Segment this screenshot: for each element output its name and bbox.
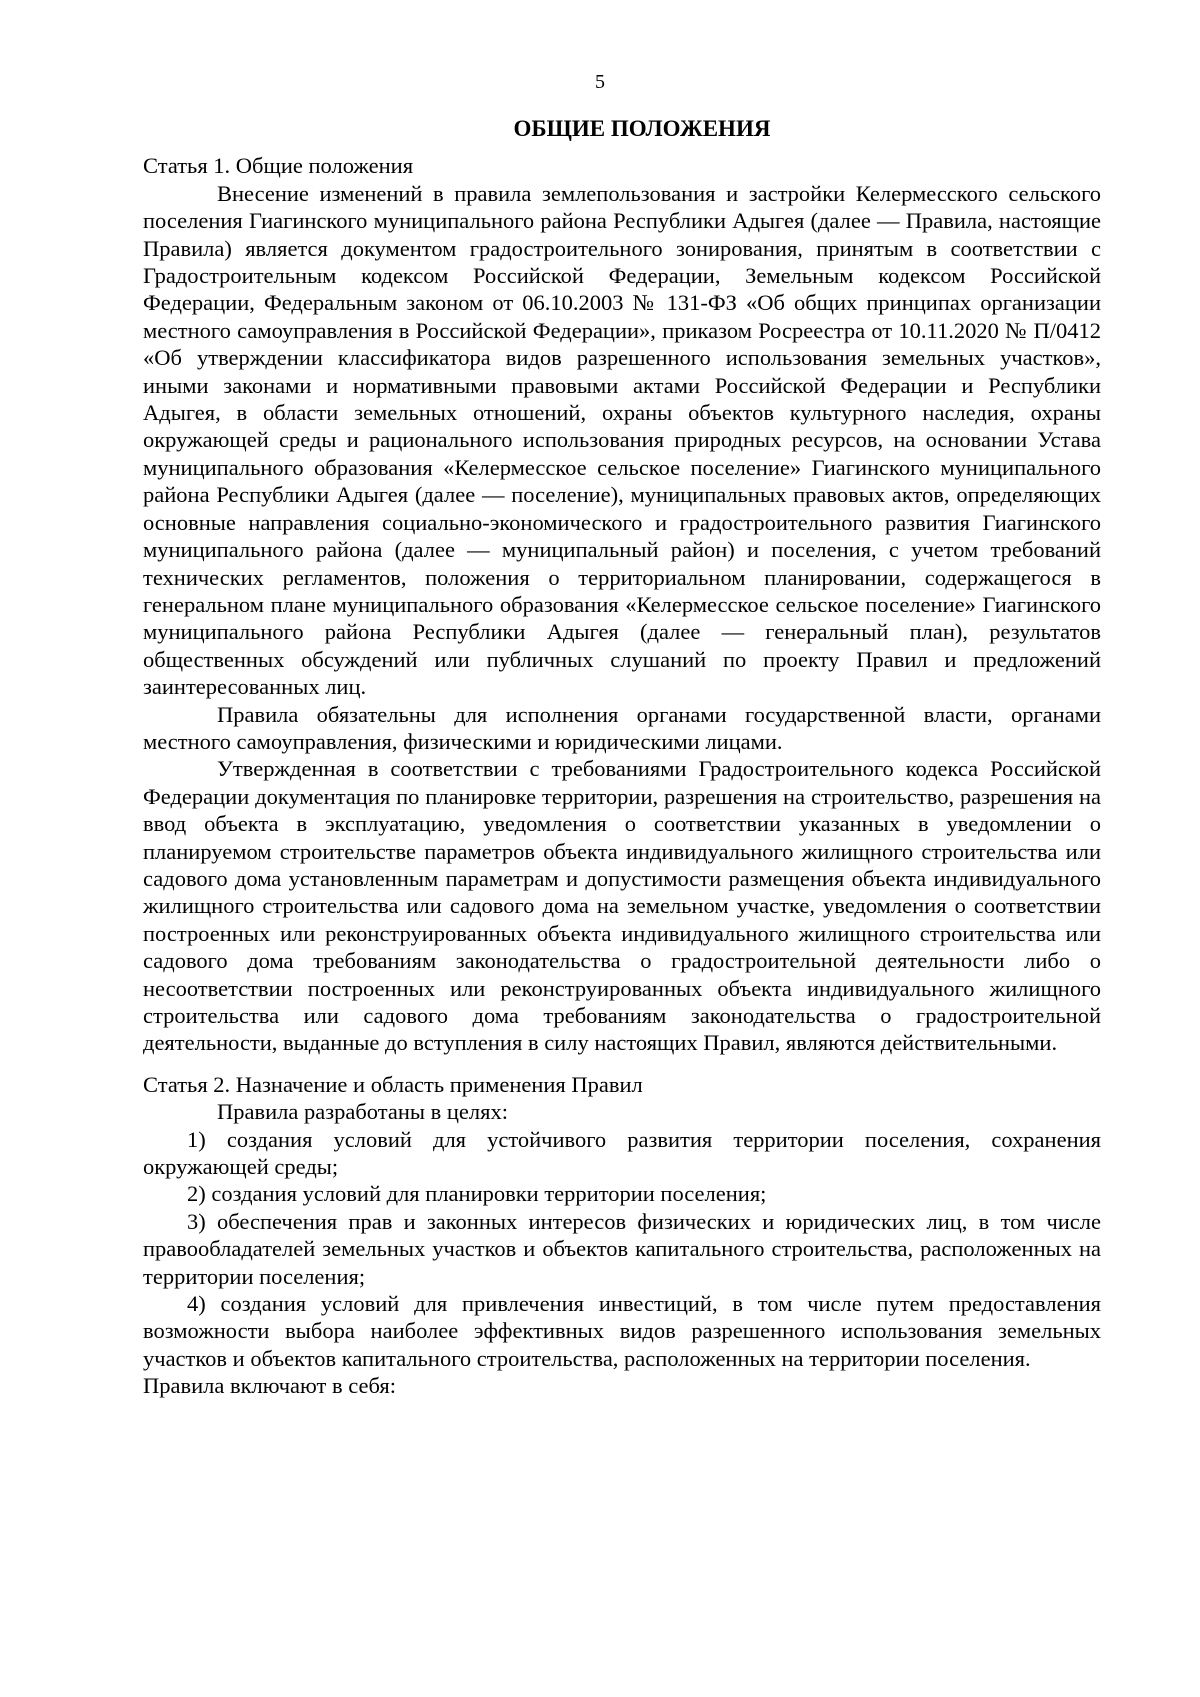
page-number: 5 bbox=[595, 71, 605, 93]
article-2-list-item: 1) создания условий для устойчивого развития территории поселения, сохранения окружающей среды; bbox=[143, 1126, 1101, 1180]
article-2-list-item: 2) создания условий для планировки территории поселения; bbox=[187, 1181, 767, 1207]
article-2-closing: Правила включают в себя: bbox=[143, 1373, 396, 1399]
document-body bbox=[143, 115, 1101, 1400]
section-heading: ОБЩИЕ ПОЛОЖЕНИЯ bbox=[513, 116, 771, 141]
article-2-intro: Правила разработаны в целях: bbox=[217, 1099, 508, 1125]
article-1-paragraph: Внесение изменений в правила землепользования и застройки Келермесского сельского поселения Гиагинского муниципального района Республики Адыгея (далее — Правила, настоящие Правила) является документом градостроительного зонирования, принятым в соответствии с Градостроительным кодексом Российской Федерации, Земельным кодексом Российской Федерации, Федеральным законом от 06.10.2003 № 131-ФЗ «Об общих принципах организации местного самоуправления в Российской Федерации», приказом Росреестра от 10.11.2020 № П/0412 «Об утверждении классификатора видов разрешенного использования земельных участков», иными законами и нормативными правовыми актами Российской Федерации и Республики Адыгея, в области земельных отношений, охраны объектов культурного наследия, охраны окружающей среды и рационального использования природных ресурсов, на основании Устава муниципального образования «Келермесское сельское поселение» Гиагинского муниципального района Республики Адыгея (далее — поселение), муниципальных правовых актов, определяющих основные направления социально-экономического и градостроительного развития Гиагинского муниципального района (далее — муниципальный район) и поселения, с учетом требований технических регламентов, положения о территориальном планировании, содержащегося в генеральном плане муниципального образования «Келермесское сельское поселение» Гиагинского муниципального района Республики Адыгея (далее — генеральный план), результатов общественных обсуждений или публичных слушаний по проекту Правил и предложений заинтересованных лиц. bbox=[143, 180, 1101, 700]
article-1-title: Статья 1. Общие положения bbox=[143, 153, 414, 179]
article-1-paragraph: Утвержденная в соответствии с требованиями Градостроительного кодекса Российской Федерации документация по планировке территории, разрешения на строительство, разрешения на ввод объекта в эксплуатацию, уведомления о соответствии указанных в уведомлении о планируемом строительстве параметров объекта индивидуального жилищного строительства или садового дома установленным параметрам и допустимости размещения объекта индивидуального жилищного строительства или садового дома на земельном участке, уведомления о соответствии построенных или реконструированных объекта индивидуального жилищного строительства или садового дома требованиям законодательства о градостроительной деятельности либо о несоответствии построенных или реконструированных объекта индивидуального жилищного строительства или садового дома требованиям законодательства о градостроительной деятельности, выданные до вступления в силу настоящих Правил, являются действительными. bbox=[143, 756, 1101, 1056]
article-1-paragraph: Правила обязательны для исполнения органами государственной власти, органами местного самоуправления, физическими и юридическими лицами. bbox=[143, 701, 1101, 754]
article-2-title: Статья 2. Назначение и область применения Правил bbox=[143, 1071, 643, 1097]
article-2-list-item: 4) создания условий для привлечения инвестиций, в том числе путем предоставления возможности выбора наиболее эффективных видов разрешенного использования земельных участков и объектов капитального строительства, расположенных на территории поселения. bbox=[143, 1291, 1101, 1371]
article-2-list-item: 3) обеспечения прав и законных интересов физических и юридических лиц, в том числе правообладателей земельных участков и объектов капитального строительства, расположенных на территории поселения; bbox=[143, 1208, 1101, 1289]
